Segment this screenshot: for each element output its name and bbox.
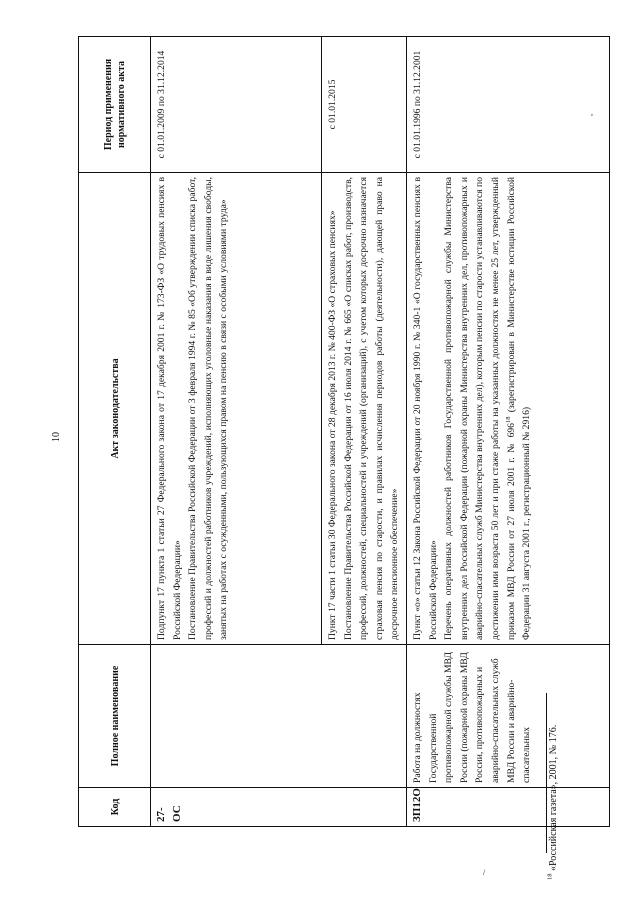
footnote-divider <box>546 693 547 853</box>
legislation-table <box>78 36 610 827</box>
rotated-table-container <box>78 37 609 827</box>
header-code: Код <box>79 788 151 827</box>
act-text <box>441 177 535 640</box>
table-header-row <box>79 37 151 827</box>
row-acts <box>151 173 322 645</box>
table-row <box>151 37 322 827</box>
row-period: с 01.01.1996 по 31.12.2001 <box>407 37 610 173</box>
row-period: с 01.01.2015 <box>322 37 407 173</box>
table-row <box>407 37 610 827</box>
footnote-text: «Российская газета», 2001, № 176. <box>548 724 559 874</box>
scan-speck: , <box>591 108 593 117</box>
act-text: Подпункт 17 пункта 1 статьи 27 Федерального закона от 17 декабря 2001 г. № 173-ФЗ «О трудовых пенсиях в Российской Федерации» <box>156 177 183 640</box>
row-period: с 01.01.2009 по 31.12.2014 <box>151 37 322 173</box>
header-period: Период применения нормативного акта <box>79 37 151 173</box>
act-text: Постановление Правительства Российской Федерации от 3 февраля 1994 г. № 85 «Об утверждении списка работ, профессий и должностей работников учреждений, исполняющих уголовные наказания в виде лишения свободы, занятых на работах с осужденными, пользующихся правом на пенсию в связи с особыми условиями труда» <box>187 177 230 640</box>
act-text: Пункт «о» статьи 12 Закона Российской Федерации от 20 ноября 1990 г. № 340-1 «О государственных пенсиях в Российской Федерации» <box>412 177 439 640</box>
footnote <box>548 550 559 880</box>
row-acts <box>407 173 610 645</box>
row-code: 27-ОС <box>151 788 407 827</box>
act-text: Постановление Правительства Российской Федерации от 16 июля 2014 г. № 665 «О списках работ, производств, профессий, должностей, специальностей и учреждений (организаций), с учетом которых досрочно назначается страховая пенсия по старости, и правилах исчисления периодов работы (деятельности), дающей право на досрочное пенсионное обеспечение» <box>342 177 401 640</box>
act-text-part: (зарегистрирован в Министерстве юстиции Российской Федерации 31 августа 2001 г., регистрационный № 2916) <box>505 177 533 640</box>
page-number: 10 <box>51 432 62 442</box>
act-text-part: Перечень оперативных должностей работников Государственной противопожарной службы Министерства внутренних дел Российской Федерации (пожарной охраны Министерства внутренних дел, противопожарных и аварийно-спасательных служб Министерства внутренних дел), которым пенсии по старости устанавливаются по достижении ими возраста 50 лет и при стаже работы на указанных должностях не менее 25 лет, утвержденный приказом МВД России от 27 июля 2001 г. № 696 <box>443 177 517 640</box>
row-name: Работа на должностях Государственной противопожарной службы МВД России (пожарной охраны МВД России, противопожарных и аварийно-спасательных служб МВД России и аварийно-спасательных <box>407 645 610 788</box>
footnote-marker: 18 <box>546 873 554 880</box>
header-act: Акт законодательства <box>79 173 151 645</box>
header-name: Полное наименование <box>79 645 151 788</box>
scan-speck: / <box>483 868 486 877</box>
footnote-ref: 18 <box>504 416 512 424</box>
row-name <box>151 645 407 788</box>
row-acts <box>322 173 407 645</box>
row-code: ЗП12О <box>407 788 610 827</box>
act-text: Пункт 17 части 1 статьи 30 Федерального закона от 28 декабря 2013 г. № 400-ФЗ «О страховых пенсиях» <box>327 210 338 640</box>
